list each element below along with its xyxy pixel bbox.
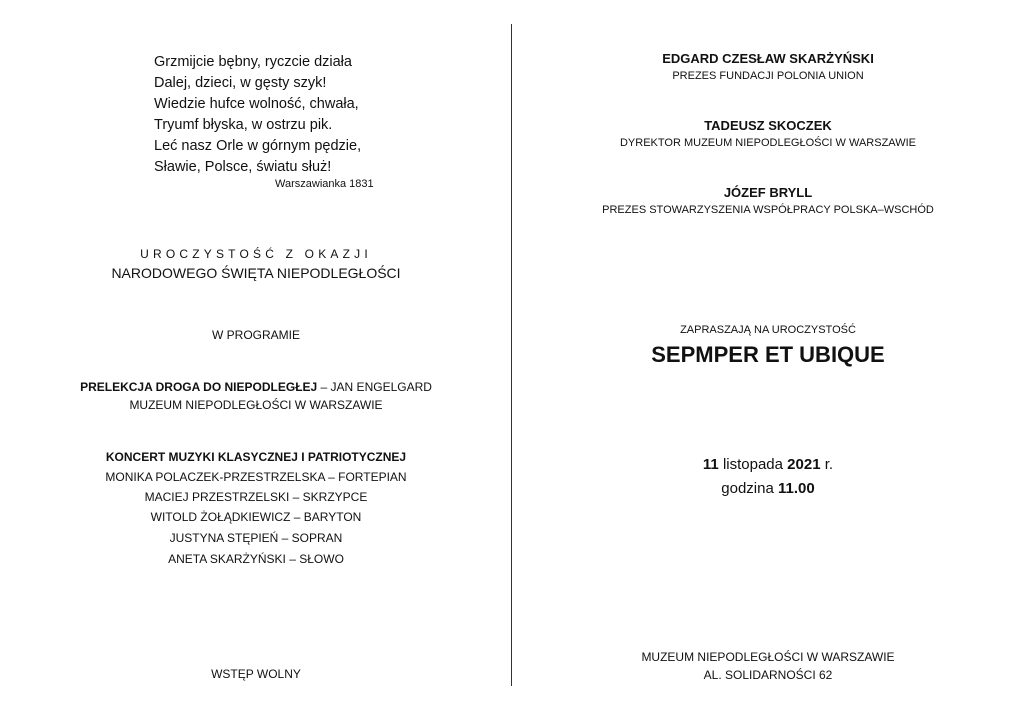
performer-line: MACIEJ PRZESTRZELSKI – SKRZYPCE <box>144 490 368 504</box>
host-name: JÓZEF BRYLL <box>723 185 813 200</box>
event-title: SEPMPER ET UBIQUE <box>651 342 885 367</box>
time-value: 11.00 <box>778 480 815 497</box>
host-name: TADEUSZ SKOCZEK <box>704 118 832 133</box>
poem-line: Sławie, Polsce, światu służ! <box>154 159 332 175</box>
lecture-title: PRELEKCJA DROGA DO NIEPODLEGŁEJ <box>80 380 318 394</box>
poem-line: Tryumf błyska, w ostrzu pik. <box>154 117 333 133</box>
host-name: EDGARD CZESŁAW SKARŻYŃSKI <box>662 51 874 66</box>
performer-line: ANETA SKARŻYŃSKI – SŁOWO <box>168 552 344 566</box>
occasion-pretitle: UROCZYSTOŚĆ Z OKAZJI <box>140 247 372 261</box>
occasion-title: NARODOWEGO ŚWIĘTA NIEPODLEGŁOŚCI <box>111 265 401 281</box>
host-role: PREZES STOWARZYSZENIA WSPÓŁPRACY POLSKA–WSCHÓD <box>602 204 934 216</box>
poem-line: Leć nasz Orle w górnym pędzie, <box>154 138 362 154</box>
performer-line: MONIKA POLACZEK-PRZESTRZELSKA – FORTEPIAN <box>105 470 407 484</box>
event-time <box>512 480 1024 497</box>
host-role: PREZES FUNDACJI POLONIA UNION <box>672 70 864 82</box>
date-day: 11 <box>702 456 719 473</box>
invite-text: ZAPRASZAJĄ NA UROCZYSTOŚĆ <box>680 324 856 336</box>
poem <box>154 52 361 178</box>
venue-address: AL. SOLIDARNOŚCI 62 <box>703 668 833 682</box>
lecture-place: MUZEUM NIEPODLEGŁOŚCI W WARSZAWIE <box>129 398 383 412</box>
date-suffix: r. <box>820 456 834 473</box>
entry-note: WSTĘP WOLNY <box>211 667 301 681</box>
host-role: DYREKTOR MUZEUM NIEPODLEGŁOŚCI W WARSZAWIE <box>619 137 916 149</box>
venue-name: MUZEUM NIEPODLEGŁOŚCI W WARSZAWIE <box>641 650 895 664</box>
time-prefix: godzina <box>721 480 778 497</box>
poem-line: Grzmijcie bębny, ryczcie działa <box>154 54 352 70</box>
concert-title: KONCERT MUZYKI KLASYCZNEJ I PATRIOTYCZNEJ <box>105 450 407 464</box>
program-label: W PROGRAMIE <box>211 328 300 342</box>
poem-source: Warszawianka 1831 <box>275 178 374 190</box>
event-date <box>512 456 1024 473</box>
date-month: listopada <box>718 456 788 473</box>
performer-line: JUSTYNA STĘPIEŃ – SOPRAN <box>169 531 343 545</box>
lecture-heading <box>0 380 512 394</box>
lecture-speaker: – JAN ENGELGARD <box>320 380 432 394</box>
performer-line: WITOLD ŻOŁĄDKIEWICZ – BARYTON <box>150 510 362 524</box>
right-page <box>512 0 1024 724</box>
date-year: 2021 <box>787 456 821 473</box>
poem-line: Dalej, dzieci, w gęsty szyk! <box>154 75 327 91</box>
poem-line: Wiedzie hufce wolność, chwała, <box>154 96 359 112</box>
